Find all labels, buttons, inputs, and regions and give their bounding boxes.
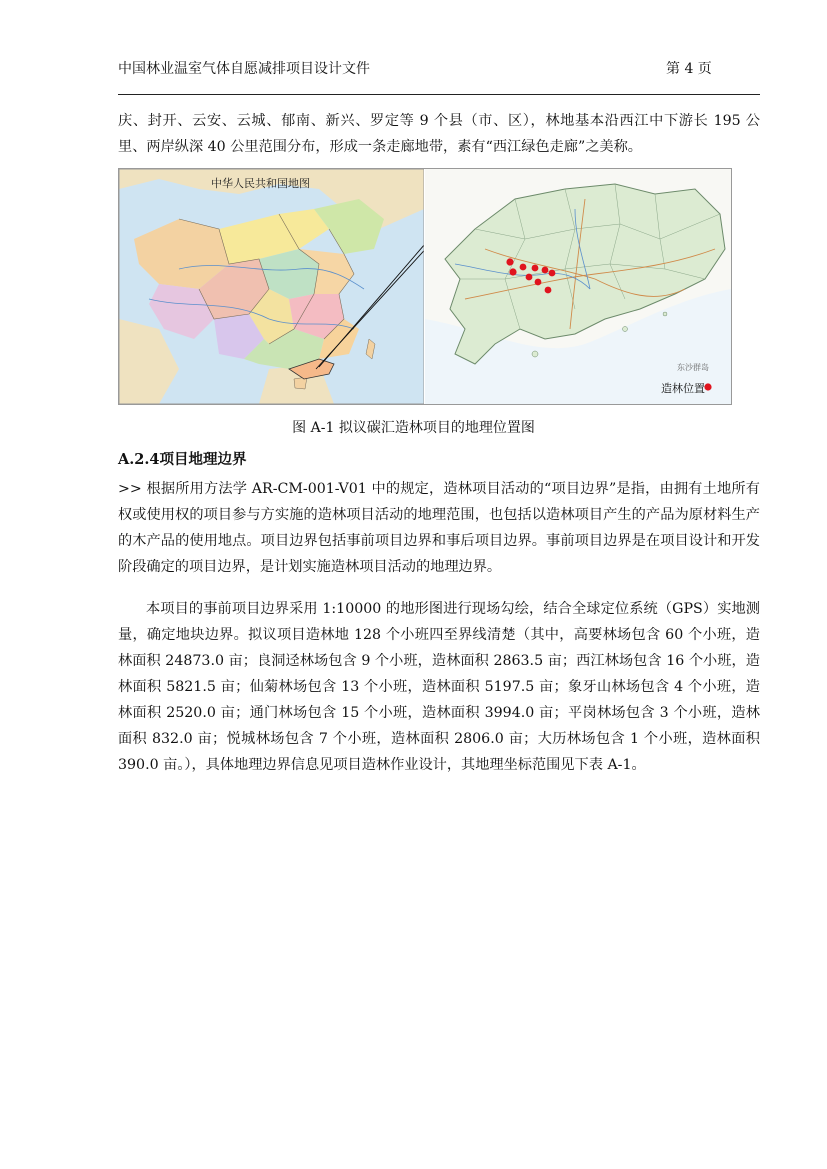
header-divider xyxy=(118,94,760,95)
afforestation-site-marker xyxy=(535,279,542,286)
china-map-title: 中华人民共和国地图 xyxy=(211,177,310,190)
page-number: 第 4 页 xyxy=(666,61,712,77)
document-title: 中国林业温室气体自愿减排项目设计文件 xyxy=(118,61,370,77)
afforestation-site-marker xyxy=(549,270,556,277)
afforestation-site-marker xyxy=(509,268,516,275)
section-heading: A.2.4项目地理边界 xyxy=(118,451,247,468)
afforestation-site-marker xyxy=(542,267,549,274)
afforestation-site-marker xyxy=(520,264,527,271)
afforestation-site-marker xyxy=(532,265,539,272)
boundary-paragraph-1: >> 根据所用方法学 AR-CM-001-V01 中的规定，造林项目活动的“项目边界”是指，由拥有土地所有权或使用权的项目参与方实施的造林项目活动的地理范围，也包括以造林项目产生的产品为原材料生产的木产品的使用地点。项目边界包括事前项目边界和事后项目边界。事前项目边界是在项目设计和开发阶段确定的项目边界，是计划实施造林项目活动的地理边界。 xyxy=(118,481,760,575)
boundary-paragraph-2: 本项目的事前项目边界采用 1:10000 的地形图进行现场勾绘，结合全球定位系统（GPS）实地测量，确定地块边界。拟议项目造林地 128 个小班四至界线清楚（其中，高要林场包含 60 个小班，造林面积 24873.0 亩；良洞迳林场包含 9 个小班，造林面积 2863.5 亩；西江林场包含 16 个小班，造林面积 5821.5 亩；仙菊林场包含 13 个小班，造林面积 5197.5 亩；象牙山林场包含 4 个小班，造林面积 2520.0 亩；通门林场包含 15 个小班，造林面积 3994.0 亩；平岗林场包含 3 个小班，造林面积 832.0 亩；悦城林场包含 7 个小班，造林面积 2806.0 亩；大历林场包含 1 个小班，造林面积 390.0 亩。），具体地理边界信息见项目造林作业设计，其地理坐标范围见下表 A-1。 xyxy=(118,601,760,773)
location-map-figure xyxy=(118,168,732,405)
afforestation-site-marker xyxy=(526,274,533,281)
figure-caption: 图 A-1 拟议碳汇造林项目的地理位置图 xyxy=(292,420,535,436)
intro-paragraph: 庆、封开、云安、云城、郁南、新兴、罗定等 9 个县（市、区），林地基本沿西江中下游长 195 公里、两岸纵深 40 公里范围分布，形成一条走廊地带，素有“西江绿色走廊”之美称。 xyxy=(118,113,760,155)
legend-label: 造林位置 xyxy=(661,382,705,395)
page-header xyxy=(118,58,757,80)
china-map xyxy=(119,169,424,404)
afforestation-site-marker xyxy=(506,258,513,265)
legend-marker xyxy=(704,383,711,390)
sea-label: 东沙群岛 xyxy=(677,363,709,372)
china-map-illustration xyxy=(119,169,424,404)
afforestation-site-marker xyxy=(545,287,552,294)
